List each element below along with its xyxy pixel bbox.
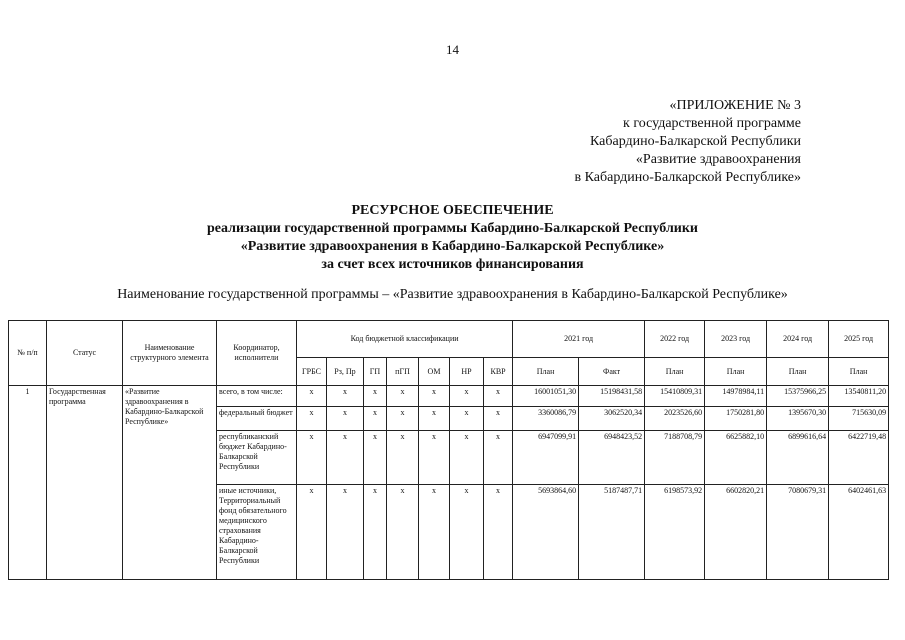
document-title	[0, 202, 905, 274]
code-col-header: Рз, Пр	[327, 358, 364, 386]
row-coordinator: всего, в том числе:	[217, 386, 297, 407]
code-cell: x	[327, 485, 364, 580]
code-cell: x	[364, 407, 387, 431]
row-status: Государственная программа	[47, 386, 123, 580]
code-cell: x	[364, 485, 387, 580]
appendix-line: Кабардино-Балкарской Республики	[590, 134, 801, 149]
code-cell: x	[327, 431, 364, 485]
value-cell: 15198431,58	[579, 386, 645, 407]
code-cell: x	[387, 485, 419, 580]
plan-header: План	[829, 358, 889, 386]
value-cell: 6625882,10	[705, 431, 767, 485]
value-cell: 7188708,79	[645, 431, 705, 485]
value-cell: 3360086,79	[513, 407, 579, 431]
code-cell: x	[364, 386, 387, 407]
title-line: РЕСУРСНОЕ ОБЕСПЕЧЕНИЕ	[351, 203, 554, 218]
code-col-header: ГП	[364, 358, 387, 386]
appendix-block	[575, 97, 801, 187]
header-year: 2023 год	[705, 321, 767, 358]
code-cell: x	[450, 407, 484, 431]
resource-table	[8, 320, 889, 580]
code-cell: x	[364, 431, 387, 485]
title-line: за счет всех источников финансирования	[321, 257, 584, 272]
value-cell: 6422719,48	[829, 431, 889, 485]
value-cell: 5693864,60	[513, 485, 579, 580]
code-cell: x	[297, 407, 327, 431]
value-cell: 6948423,52	[579, 431, 645, 485]
value-cell: 14978984,11	[705, 386, 767, 407]
value-cell: 15375966,25	[767, 386, 829, 407]
appendix-line: в Кабардино-Балкарской Республике»	[574, 170, 801, 185]
header-year: 2021 год	[513, 321, 645, 358]
value-cell: 3062520,34	[579, 407, 645, 431]
value-cell: 6198573,92	[645, 485, 705, 580]
value-cell: 6947099,91	[513, 431, 579, 485]
value-cell: 15410809,31	[645, 386, 705, 407]
code-cell: x	[327, 407, 364, 431]
value-cell: 1750281,80	[705, 407, 767, 431]
row-coordinator: республиканский бюджет Кабардино-Балкарской Республики	[217, 431, 297, 485]
table-row	[9, 386, 889, 407]
appendix-line: «ПРИЛОЖЕНИЕ № 3	[669, 98, 801, 113]
appendix-line: «Развитие здравоохранения	[635, 152, 801, 167]
appendix-line: к государственной программе	[623, 116, 801, 131]
code-cell: x	[419, 431, 450, 485]
code-cell: x	[297, 431, 327, 485]
header-budget-code: Код бюджетной классификации	[297, 321, 513, 358]
page-number: 14	[446, 42, 459, 57]
row-coordinator: иные источники, Территориальный фонд обязательного медицинского страхования Кабардино-Балкарской Республики	[217, 485, 297, 580]
value-cell: 6602820,21	[705, 485, 767, 580]
code-col-header: пГП	[387, 358, 419, 386]
code-cell: x	[327, 386, 364, 407]
header-status: Статус	[47, 321, 123, 386]
plan-header: План	[705, 358, 767, 386]
code-cell: x	[419, 407, 450, 431]
code-cell: x	[297, 386, 327, 407]
header-year: 2025 год	[829, 321, 889, 358]
value-cell: 715630,09	[829, 407, 889, 431]
code-col-header: ГРБС	[297, 358, 327, 386]
value-cell: 7080679,31	[767, 485, 829, 580]
value-cell: 13540811,20	[829, 386, 889, 407]
fact-header: Факт	[579, 358, 645, 386]
code-cell: x	[387, 431, 419, 485]
code-col-header: КВР	[484, 358, 513, 386]
row-element: «Развитие здравоохранения в Кабардино-Балкарской Республике»	[123, 386, 217, 580]
value-cell: 6402461,63	[829, 485, 889, 580]
title-line: реализации государственной программы Кабардино-Балкарской Республики	[207, 221, 698, 236]
code-cell: x	[484, 485, 513, 580]
code-col-header: НР	[450, 358, 484, 386]
header-year: 2024 год	[767, 321, 829, 358]
code-cell: x	[484, 431, 513, 485]
code-cell: x	[450, 431, 484, 485]
value-cell: 16001051,30	[513, 386, 579, 407]
code-cell: x	[450, 386, 484, 407]
code-col-header: ОМ	[419, 358, 450, 386]
program-name-line: Наименование государственной программы – «Развитие здравоохранения в Кабардино-Балкарской Республике»	[117, 287, 788, 302]
code-cell: x	[484, 407, 513, 431]
row-number: 1	[9, 386, 47, 580]
row-coordinator: федеральный бюджет	[217, 407, 297, 431]
code-cell: x	[450, 485, 484, 580]
code-cell: x	[484, 386, 513, 407]
header-element: Наименование структурного элемента	[123, 321, 217, 386]
code-cell: x	[387, 407, 419, 431]
title-line: «Развитие здравоохранения в Кабардино-Балкарской Республике»	[240, 239, 665, 254]
plan-header: План	[513, 358, 579, 386]
value-cell: 6899616,64	[767, 431, 829, 485]
plan-header: План	[645, 358, 705, 386]
code-cell: x	[297, 485, 327, 580]
value-cell: 5187487,71	[579, 485, 645, 580]
code-cell: x	[387, 386, 419, 407]
scan-artifact	[18, 0, 348, 4]
header-row	[9, 321, 889, 358]
header-year: 2022 год	[645, 321, 705, 358]
value-cell: 2023526,60	[645, 407, 705, 431]
value-cell: 1395670,30	[767, 407, 829, 431]
header-num: № п/п	[9, 321, 47, 386]
code-cell: x	[419, 386, 450, 407]
code-cell: x	[419, 485, 450, 580]
header-coordinator: Координатор, исполнители	[217, 321, 297, 386]
plan-header: План	[767, 358, 829, 386]
